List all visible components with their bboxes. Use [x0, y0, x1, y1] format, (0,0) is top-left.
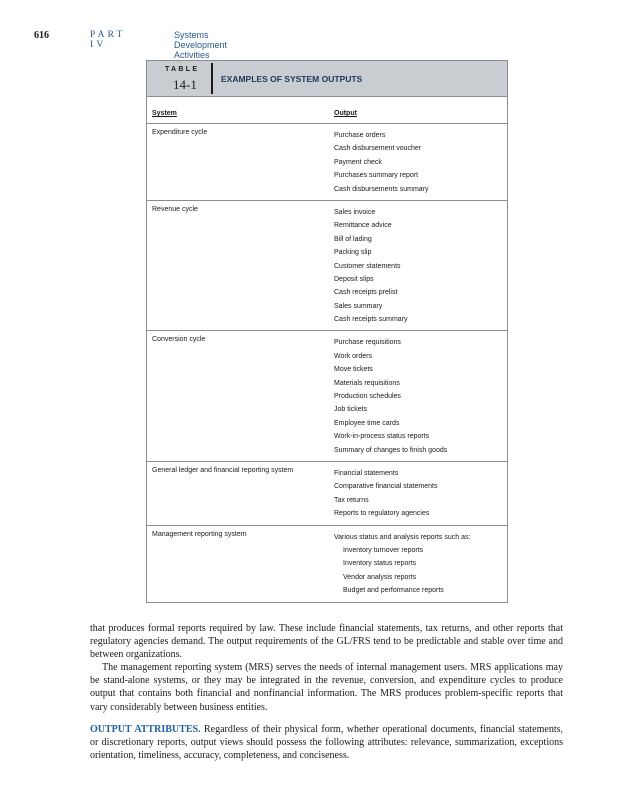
output-list [334, 336, 507, 457]
section-heading: OUTPUT ATTRIBUTES. [90, 723, 201, 735]
output-item: Summary of changes to finish goods [334, 446, 448, 454]
output-item: Purchases summary report [334, 172, 419, 180]
output-item: Cash disbursements summary [334, 185, 429, 193]
page-number: 616 [34, 30, 49, 41]
table-number: 14-1 [173, 77, 197, 92]
table-title: EXAMPLES OF SYSTEM OUTPUTS [221, 74, 363, 84]
table-label: TABLE [165, 66, 200, 73]
column-header-system: System [152, 110, 177, 117]
column-header-output: Output [334, 110, 357, 117]
output-item: Materials requisitions [334, 379, 400, 387]
output-item: Purchase orders [334, 132, 386, 139]
table-row [147, 124, 507, 201]
output-item: Production schedules [334, 393, 401, 401]
output-list [334, 531, 507, 598]
output-item: Financial statements [334, 469, 399, 477]
output-item: Bill of lading [334, 235, 372, 243]
output-subitem: Inventory status reports [343, 560, 417, 568]
output-item: Employee time cards [334, 419, 400, 427]
output-item: Remittance advice [334, 222, 392, 230]
system-name: Conversion cycle [152, 336, 206, 344]
output-list [334, 129, 507, 196]
output-item: Sales summary [334, 302, 383, 310]
output-subitem: Inventory turnover reports [343, 546, 424, 554]
output-item: Packing slip [334, 249, 372, 257]
system-name: General ledger and financial reporting system [152, 466, 294, 474]
output-item: Cash receipts prelist [334, 289, 398, 297]
table-body [146, 97, 508, 603]
output-item: Reports to regulatory agencies [334, 510, 430, 518]
column-headers [147, 97, 507, 124]
output-item: Purchase requisitions [334, 339, 401, 347]
output-item: Comparative financial statements [334, 483, 438, 491]
output-item: Various status and analysis reports such as: [334, 533, 471, 541]
paragraph: that produces formal reports required by law. These include financial statements, tax returns, and other reports that regulatory agencies demand. The output requirements of the GL/FRS tend to be predictable and stable over time and between organizations. [90, 623, 563, 661]
output-subitem: Vendor analysis reports [343, 573, 417, 581]
system-name: Management reporting system [152, 530, 247, 538]
table-header-divider [211, 63, 213, 94]
part-label: PART IV [90, 30, 126, 50]
output-item: Payment check [334, 158, 382, 166]
table-header [146, 60, 508, 97]
output-item: Cash disbursement voucher [334, 145, 422, 153]
body-text [90, 622, 563, 762]
output-list [334, 467, 507, 521]
output-item: Work-in-process status reports [334, 433, 430, 441]
output-item: Deposit slips [334, 275, 374, 283]
system-name: Expenditure cycle [152, 129, 208, 136]
paragraph [90, 723, 563, 762]
chapter-title: Systems Development Activities [174, 30, 228, 60]
output-item: Job tickets [334, 406, 368, 414]
paragraph: The management reporting system (MRS) serves the needs of internal management users. MRS applications may be stand-alone systems, or they may be integrated in the revenue, conversion, and expenditure cycles to produce output that contains both financial and nonfinancial information. The MRS produces problem-specific reports that vary considerably between business entities. [90, 662, 563, 713]
table-row [147, 526, 507, 602]
output-item: Work orders [334, 352, 372, 360]
system-name: Revenue cycle [152, 205, 198, 213]
paragraph-text: Regardless of their physical form, whether operational documents, financial statements, or discretionary reports, output views should possess the following attributes: relevance, summarization, exceptions orientation, timeliness, accuracy, completeness, and conciseness. [90, 723, 563, 761]
output-item: Tax returns [334, 496, 369, 504]
output-item: Move tickets [334, 366, 373, 374]
output-list [334, 206, 507, 327]
table-14-1 [146, 60, 508, 603]
table-row [147, 201, 507, 332]
table-row [147, 462, 507, 526]
output-item: Cash receipts summary [334, 316, 408, 324]
output-subitem: Budget and performance reports [343, 587, 444, 595]
output-item: Customer statements [334, 262, 401, 270]
table-row [147, 331, 507, 462]
output-item: Sales invoice [334, 208, 376, 216]
